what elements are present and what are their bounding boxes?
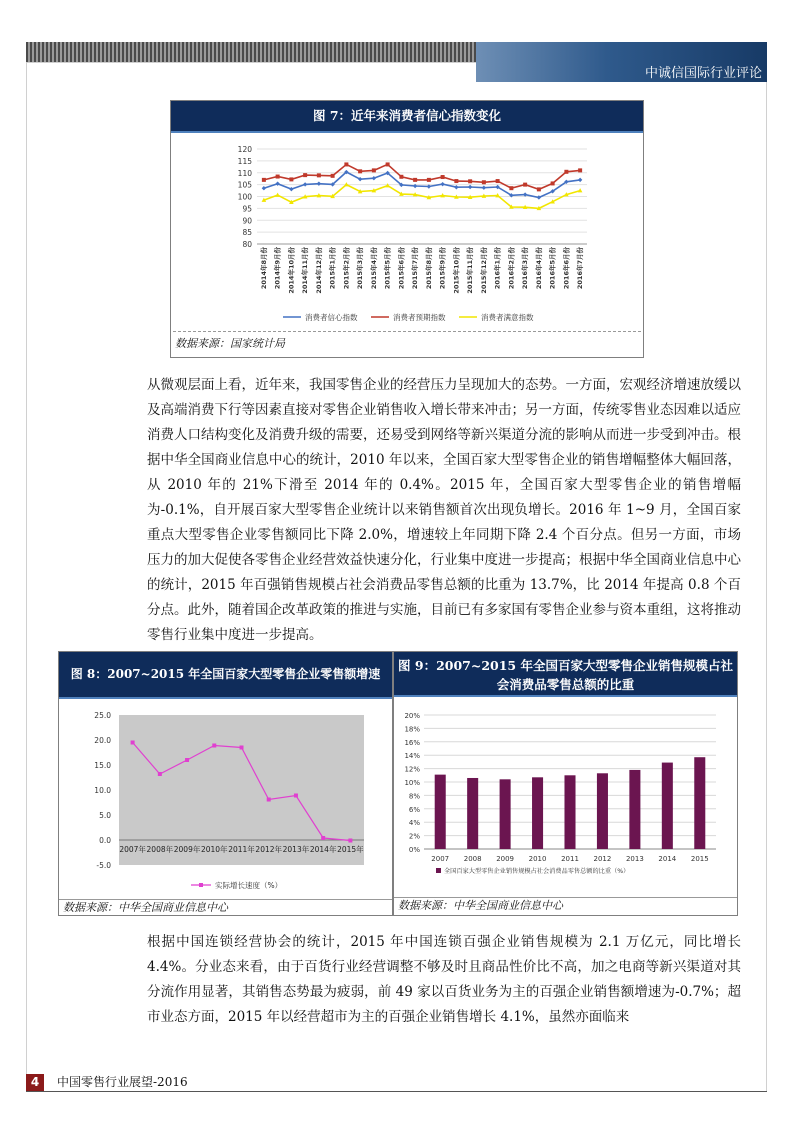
data-point: [321, 836, 325, 840]
figure-7: [170, 100, 644, 358]
data-point: [551, 181, 555, 185]
data-point: [276, 175, 280, 179]
data-point: [441, 175, 445, 179]
bar: [500, 779, 511, 849]
data-point: [537, 187, 541, 191]
data-point: [212, 744, 216, 748]
data-point: [185, 758, 189, 762]
data-point: [413, 178, 417, 182]
y-tick-label: 14%: [404, 752, 420, 761]
data-point: [482, 180, 486, 184]
figure-9: [393, 651, 738, 916]
data-point: [578, 168, 582, 172]
x-tick-label: 2014年: [309, 845, 337, 854]
x-tick-label: 2016年2月份: [507, 247, 516, 290]
data-point: [262, 178, 266, 182]
figure-8: [58, 651, 393, 916]
bar: [564, 775, 575, 849]
x-tick-label: 2015年1月份: [328, 247, 337, 290]
data-point: [294, 794, 298, 798]
data-point: [289, 177, 293, 181]
figure-7-title: 图 7：近年来消费者信心指数变化: [171, 101, 643, 133]
figure-8-source: 数据来源：中华全国商业信息中心: [59, 899, 392, 915]
bar: [694, 757, 705, 849]
x-tick-label: 2015年6月份: [397, 247, 406, 290]
data-point: [372, 168, 376, 172]
data-point: [523, 183, 527, 187]
data-point: [240, 746, 244, 750]
x-tick-label: 2011: [561, 855, 579, 863]
bar: [467, 778, 478, 849]
x-tick-label: 2013: [625, 855, 644, 863]
y-tick-label: 115: [237, 156, 252, 166]
x-tick-label: 2011年: [228, 845, 255, 854]
x-tick-label: 2015年4月份: [369, 247, 378, 290]
x-tick-label: 2015: [690, 855, 709, 863]
right-frame-line: [766, 82, 767, 1091]
legend-marker: [199, 883, 203, 887]
x-tick-label: 2015年2月份: [342, 247, 351, 290]
y-tick-label: 20%: [404, 712, 420, 720]
page-number: 4: [26, 1074, 44, 1091]
x-tick-label: 2007: [431, 855, 450, 863]
data-point: [344, 162, 348, 166]
figure-8-chart: [59, 699, 392, 899]
figure-7-chart: [171, 133, 643, 331]
y-tick-label: 110: [237, 168, 252, 178]
x-tick-label: 2009年: [173, 845, 201, 854]
x-tick-label: 2016年6月份: [562, 247, 571, 290]
data-point: [496, 179, 500, 183]
x-tick-label: 2016年5月份: [548, 247, 557, 290]
y-tick-label: 25.0: [94, 711, 111, 720]
legend-swatch: [436, 868, 441, 873]
y-tick-label: 100: [237, 192, 252, 202]
x-tick-label: 2007年: [119, 845, 146, 854]
x-tick-label: 2008: [463, 855, 482, 863]
x-tick-label: 2010年: [200, 845, 228, 854]
data-point: [399, 175, 403, 179]
data-point: [348, 839, 352, 843]
x-tick-label: 2016年7月份: [576, 247, 585, 290]
bar: [435, 775, 446, 849]
x-tick-label: 2014年8月份: [259, 247, 268, 290]
data-point: [358, 169, 362, 173]
figure-8-title: 图 8：2007~2015 年全国百家大型零售企业零售额增速: [59, 652, 392, 699]
x-tick-label: 2016年1月份: [493, 247, 502, 290]
legend-label: 实际增长速度（%）: [215, 881, 283, 890]
data-point: [454, 179, 458, 183]
x-tick-label: 2016年4月份: [534, 247, 543, 290]
y-tick-label: 15.0: [94, 761, 111, 770]
data-point: [564, 170, 568, 174]
bar: [629, 770, 640, 849]
y-tick-label: 105: [237, 180, 252, 190]
figure-9-source: 数据来源：中华全国商业信息中心: [394, 897, 737, 913]
legend-label: 消费者满意指数: [481, 313, 534, 322]
x-tick-label: 2014年10月份: [287, 247, 296, 294]
x-tick-label: 2009: [496, 855, 515, 863]
y-tick-label: 95: [242, 204, 252, 214]
y-tick-label: 2%: [408, 832, 420, 841]
y-tick-label: 5.0: [99, 811, 111, 820]
y-tick-label: 12%: [404, 765, 420, 774]
y-tick-label: 10.0: [94, 786, 111, 795]
data-point: [267, 798, 271, 802]
x-tick-label: 2015年12月份: [479, 247, 488, 294]
data-point: [427, 178, 431, 182]
header-title: 中诚信国际行业评论: [644, 66, 762, 81]
y-tick-label: 0.0: [99, 836, 111, 845]
body-paragraph-2: 根据中国连锁经营协会的统计，2015 年中国连锁百强企业销售规模为 2.1 万亿元，同比增长 4.4%。分业态来看，由于百货行业经营调整不够及时且商品性价比不高，加之电商等新兴渠道对其分流作用显著，其销售态势最为疲弱，前 49 家以百货业务为主的百强企业销售额增速为-0.7%；超市业态方面，2015 年以经营超市为主的百强企业销售增长 4.1%，虽然亦面临来: [147, 934, 741, 1025]
figure-7-source: 数据来源：国家统计局: [175, 337, 285, 350]
y-tick-label: 16%: [404, 738, 420, 747]
x-tick-label: 2015年: [337, 845, 364, 854]
x-tick-label: 2015年5月份: [383, 247, 392, 290]
x-tick-label: 2013年: [282, 845, 310, 854]
x-tick-label: 2015年7月份: [411, 247, 420, 290]
figure-9-title: 图 9：2007~2015 年全国百家大型零售企业销售规模占社会消费品零售总额的比重: [394, 652, 737, 697]
x-tick-label: 2015年9月份: [438, 247, 447, 290]
data-point: [468, 179, 472, 183]
legend-label: 消费者信心指数: [305, 313, 358, 322]
legend-label: 全国百家大型零售企业销售规模占社会消费品零售总额的比重（%）: [444, 868, 630, 875]
x-tick-label: 2014年12月份: [314, 247, 323, 294]
y-tick-label: 120: [237, 145, 252, 154]
plot-area: [119, 715, 364, 865]
x-tick-label: 2014年11月份: [301, 247, 310, 294]
y-tick-label: 10%: [404, 779, 420, 787]
y-tick-label: 8%: [408, 792, 420, 801]
x-tick-label: 2015年3月份: [356, 247, 365, 290]
y-tick-label: 4%: [408, 819, 420, 828]
x-tick-label: 2014: [658, 855, 677, 863]
x-tick-label: 2016年3月份: [521, 247, 530, 290]
legend-label: 消费者预期指数: [393, 313, 446, 322]
bar: [597, 773, 608, 849]
data-point: [331, 174, 335, 178]
y-tick-label: 0%: [408, 846, 420, 854]
x-tick-label: 2008年: [146, 845, 174, 854]
x-tick-label: 2012年: [255, 845, 283, 854]
body-paragraph-1: 从微观层面上看，近年来，我国零售企业的经营压力呈现加大的态势。一方面，宏观经济增速放缓以及高端消费下行等因素直接对零售企业销售收入增长带来冲击；另一方面，传统零售业态因难以适应消费人口结构变化及消费升级的需要，还易受到网络等新兴渠道分流的影响从而进一步受到冲击。根据中华全国商业信息中心的统计，2010 年以来，全国百家大型零售企业的销售增幅整体大幅回落，从 2010 年的 21%下滑至 2014 年的 0.4%。2015 年，全国百家大型零售企业的销售增幅为-0.1%，自开展百家大型零售企业统计以来销售额首次出现负增长。2016 年 1~9 月，全国百家重点大型零售企业零售额同比下降 2.0%，增速较上年同期下降 2.4 个百分点。但另一方面，市场压力的加大促使各零售企业经营效益快速分化，行业集中度进一步提高；根据中华全国商业信息中心的统计，2015 年百强销售规模占社会消费品零售总额的比重为 13.7%，比 2014 年提高 0.8 个百分点。此外，随着国企改革政策的推进与实施，目前已有多家国有零售企业参与资本重组，这将推动零售行业集中度进一步提高。: [147, 377, 741, 643]
x-tick-label: 2012: [593, 855, 612, 863]
y-tick-label: 80: [242, 240, 252, 249]
figure-9-chart: [394, 697, 737, 897]
y-tick-label: -5.0: [96, 861, 111, 870]
x-tick-label: 2010: [528, 855, 547, 863]
data-point: [303, 173, 307, 177]
data-point: [386, 162, 390, 166]
data-point: [131, 741, 135, 745]
data-point: [158, 772, 162, 776]
x-tick-label: 2014年9月份: [273, 247, 282, 290]
x-tick-label: 2015年8月份: [424, 247, 433, 290]
data-point: [509, 186, 513, 190]
x-tick-label: 2015年10月份: [452, 247, 461, 294]
data-point: [317, 173, 321, 177]
footer-title: 中国零售行业展望-2016: [57, 1075, 188, 1089]
y-tick-label: 6%: [408, 805, 420, 814]
footer-rule: [26, 1091, 767, 1092]
bar: [532, 777, 543, 849]
header-rule: [26, 62, 476, 63]
y-tick-label: 90: [242, 216, 252, 226]
left-frame-line: [26, 62, 27, 1091]
x-tick-label: 2015年11月份: [466, 247, 475, 294]
y-tick-label: 20.0: [94, 736, 111, 745]
bar: [662, 763, 673, 849]
y-tick-label: 18%: [404, 725, 420, 734]
y-tick-label: 85: [242, 228, 252, 238]
